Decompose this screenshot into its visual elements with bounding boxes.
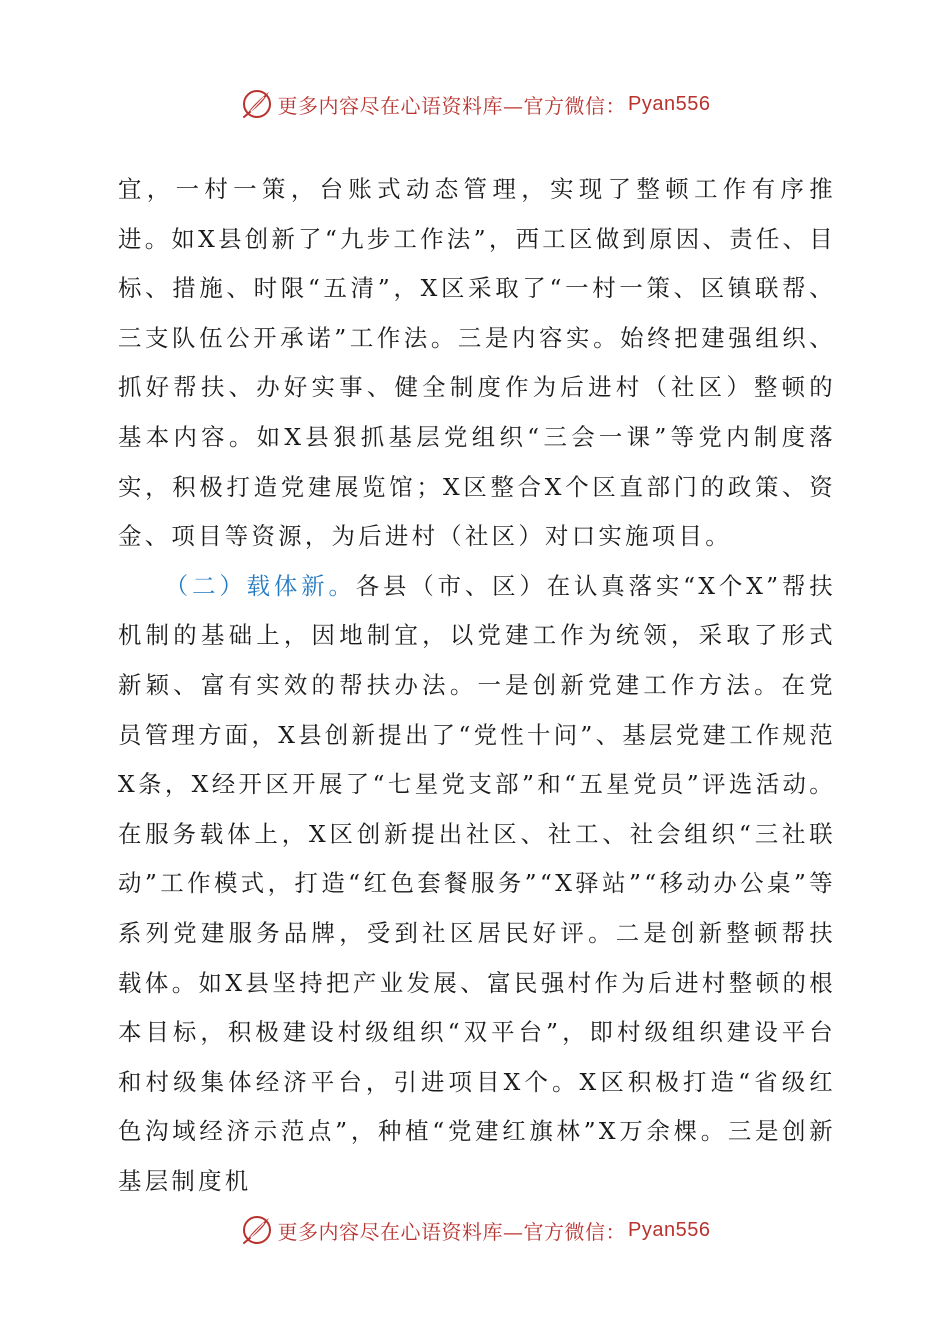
footer-wechat-id: Pyan556 [628, 1218, 711, 1241]
footer-banner [0, 1210, 950, 1250]
header-banner-text: 更多内容尽在心语资料库—官方微信： [277, 93, 627, 118]
body-paragraph-1: 宜，一村一策，台账式动态管理，实现了整顿工作有序推进。如X县创新了“九步工作法”，西工区做到原因、责任、目标、措施、时限“五清”，X区采取了“一村一策、区镇联帮、三支队伍公开承诺”工作法。三是内容实。始终把建强组织、抓好帮扶、办好实事、健全制度作为后进村（社区）整顿的基本内容。如X县狠抓基层党组织“三会一课”等党内制度落实，积极打造党建展览馆；X区整合X个区直部门的政策、资金、项目等资源，为后进村（社区）对口实施项目。 [118, 175, 836, 551]
quill-logo-icon [240, 1213, 274, 1247]
document-body [118, 165, 836, 1206]
section-heading: （二）载体新。 [164, 571, 356, 600]
body-paragraph-2 [118, 562, 836, 1207]
footer-banner-text: 更多内容尽在心语资料库—官方微信： [277, 1219, 627, 1244]
quill-logo-icon [240, 87, 274, 121]
header-wechat-id: Pyan556 [628, 92, 711, 115]
header-banner [0, 84, 950, 124]
body-paragraph-2-text: 各县（市、区）在认真落实“X个X”帮扶机制的基础上，因地制宜，以党建工作为统领，采取了形式新颖、富有实效的帮扶办法。一是创新党建工作方法。在党员管理方面，X县创新提出了“党性十问”、基层党建工作规范X条，X经开区开展了“七星党支部”和“五星党员”评选活动。在服务载体上，X区创新提出社区、社工、社会组织“三社联动”工作模式，打造“红色套餐服务”“X驿站”“移动办公桌”等系列党建服务品牌，受到社区居民好评。二是创新整顿帮扶载体。如X县坚持把产业发展、富民强村作为后进村整顿的根本目标，积极建设村级组织“双平台”，即村级组织建设平台和村级集体经济平台，引进项目X个。X区积极打造“省级红色沟域经济示范点”，种植“党建红旗林”X万余棵。三是创新基层制度机 [118, 571, 836, 1195]
